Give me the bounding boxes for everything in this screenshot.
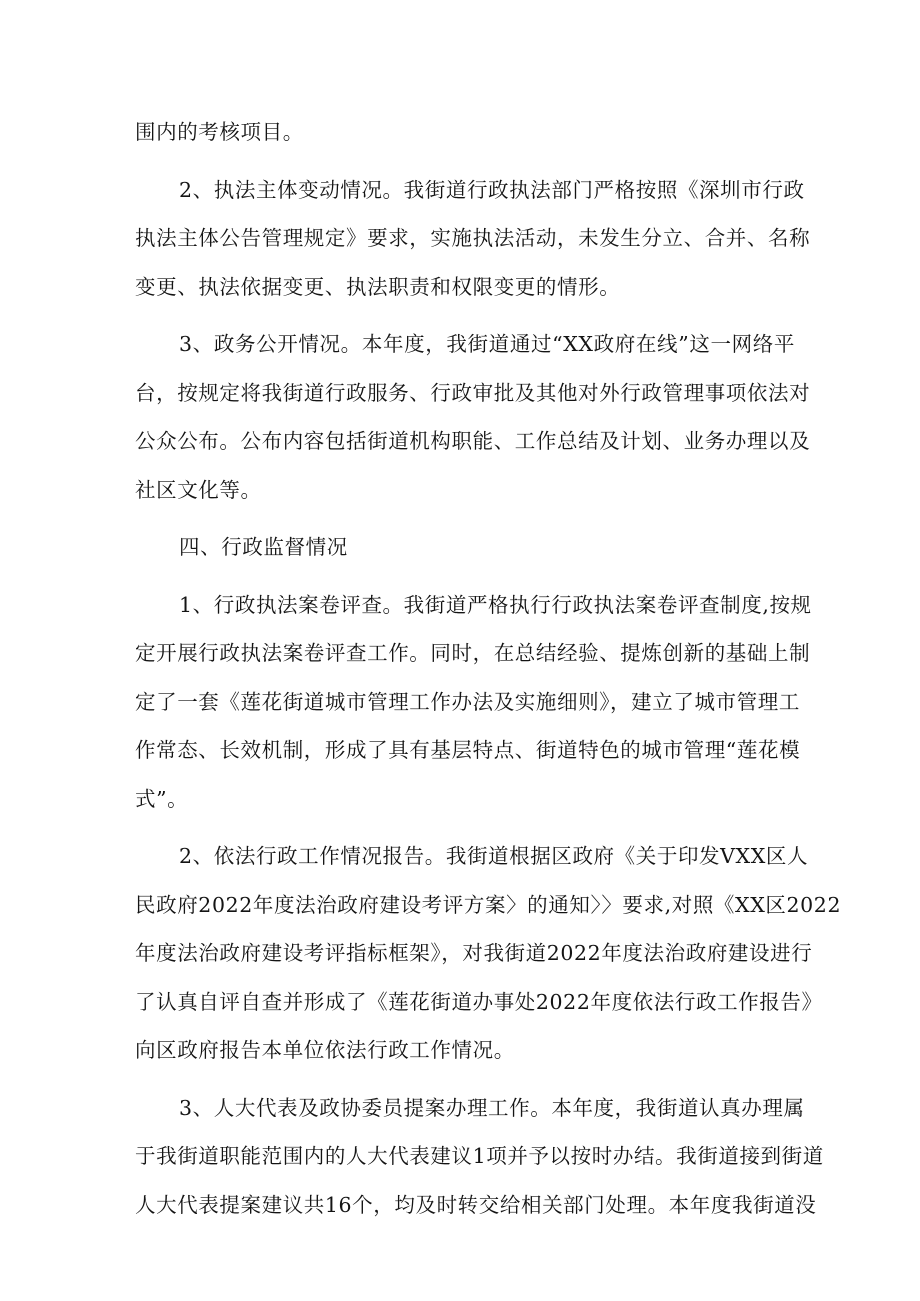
- text-line: 围内的考核项目。: [135, 120, 304, 144]
- paragraph-case-file-review: [135, 581, 812, 824]
- text-line: 2、执法主体变动情况。我街道行政执法部门严格按照《深圳市行政: [179, 177, 805, 202]
- text-line: 年度法治政府建设考评指标框架》，对我街道2022年度法治政府建设进行: [135, 941, 813, 965]
- text-line: 人大代表提案建议共16个，均及时转交给相关部门处理。本年度我街道没: [135, 1192, 817, 1217]
- section-heading-administrative-supervision: [135, 523, 795, 572]
- text-line: 1、行政执法案卷评查。我街道严格执行行政执法案卷评查制度,按规: [179, 592, 812, 617]
- document-body: [135, 108, 842, 1238]
- text-line: 作常态、长效机制，形成了具有基层特点、街道特色的城市管理“莲花模: [135, 738, 801, 762]
- paragraph-government-affairs-disclosure: [135, 320, 811, 514]
- text-line: 社区文化等。: [135, 477, 262, 502]
- text-line: 式”。: [135, 786, 189, 811]
- text-line: 于我街道职能范围内的人大代表建议1项并予以按时办结。我街道接到街道: [135, 1144, 824, 1168]
- text-line: 定了一套《莲花街道城市管理工作办法及实施细则》，建立了城市管理工: [135, 689, 800, 714]
- text-line: 3、政务公开情况。本年度，我街道通过“XX政府在线”这一网络平: [179, 332, 795, 356]
- paragraph-assessment-tail: [135, 108, 795, 157]
- text-line: 了认真自评自查并形成了《莲花街道办事处2022年度依法行政工作报告》: [135, 989, 823, 1014]
- text-line: 向区政府报告本单位依法行政工作情况。: [135, 1038, 515, 1062]
- section-heading: 四、行政监督情况: [179, 535, 348, 559]
- paragraph-deputy-proposals: [135, 1084, 824, 1230]
- text-line: 3、人大代表及政协委员提案办理工作。本年度，我街道认真办理属: [179, 1095, 805, 1120]
- text-line: 公众公布。公布内容包括街道机构职能、工作总结及计划、业务办理以及: [135, 429, 811, 453]
- text-line: 台，按规定将我街道行政服务、行政审批及其他对外行政管理事项依法对: [135, 380, 811, 405]
- paragraph-law-based-administration-report: [135, 832, 842, 1075]
- paragraph-enforcement-subject-changes: [135, 166, 811, 312]
- text-line: 民政府2022年度法治政府建设考评方案〉的通知〉〉要求,对照《XX区2022: [135, 892, 842, 917]
- text-line: 变更、执法依据变更、执法职责和权限变更的情形。: [135, 274, 621, 299]
- text-line: 2、依法行政工作情况报告。我街道根据区政府《关于印发VXX区人: [179, 844, 809, 868]
- text-line: 执法主体公告管理规定》要求，实施执法活动，未发生分立、合并、名称: [135, 226, 811, 250]
- text-line: 定开展行政执法案卷评查工作。同时，在总结经验、提炼创新的基础上制: [135, 641, 811, 665]
